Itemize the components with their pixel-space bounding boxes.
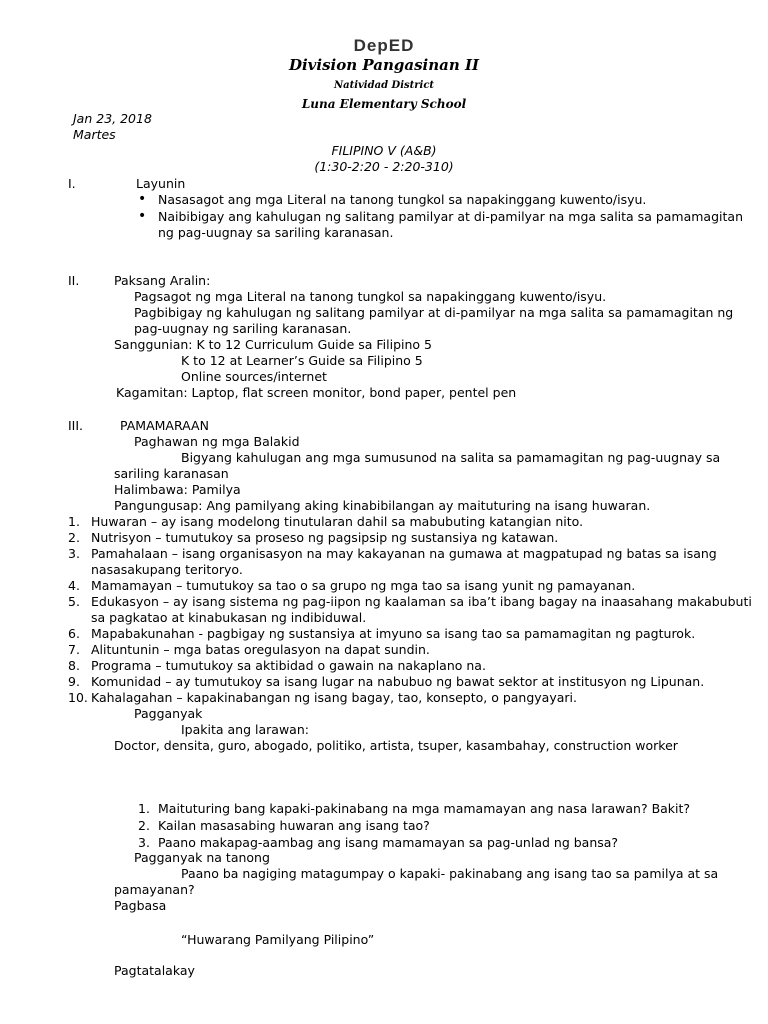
school-name: Luna Elementary School [301,97,467,111]
section-numeral: III. [68,418,84,433]
list-number: 7. [68,642,80,657]
list-text: Mapabakunahan - pagbigay ng sustansiya at imyuno sa isang tao sa pamamagitan ng pagturok. [91,626,696,641]
instruction-text: Ipakita ang larawan: [181,722,309,737]
reference-item: Online sources/internet [181,369,327,384]
list-text: Programa – tumutukoy sa aktibidad o gawain na nakaplano na. [91,658,486,673]
list-item [68,610,366,626]
deped-logo: DepED [353,36,415,55]
bullet-icon: • [138,191,147,207]
section-numeral: I. [68,176,76,191]
list-item [68,514,583,530]
list-text: Alituntunin – mga batas oregulasyon na dapat sundin. [91,642,430,657]
list-item [68,690,577,706]
topic-text: Pagbibigay ng kahulugan ng salitang pamilyar at di-pamilyar na mga salita sa pamamagitan ng [134,305,734,320]
motivation-question: Paano ba nagiging matagumpay o kapaki- pakinabang ang isang tao sa pamilya at sa [181,866,719,881]
subheading: Pagbasa [114,898,167,913]
list-item [68,674,704,690]
motivation-question: pamayanan? [114,882,195,897]
district-name: Natividad District [333,80,435,91]
list-item [68,578,635,594]
list-number: 9. [68,674,80,689]
day: Martes [73,127,116,142]
list-number: 8. [68,658,80,673]
question-text: Kailan masasabing huwaran ang isang tao? [158,818,430,833]
list-text: Komunidad – ay tumutukoy sa isang lugar na nabubuo ng bawat sektor at institusyon ng Lipunan. [91,674,705,689]
instruction-text: Bigyang kahulugan ang mga sumusunod na salita sa pamamagitan ng pag-uugnay sa [181,450,721,465]
list-number: 6. [68,626,80,641]
story-title: “Huwarang Pamilyang Pilipino” [181,932,375,947]
objective-text: Nasasagot ang mga Literal na tanong tungkol sa napakinggang kuwento/isyu. [158,192,647,207]
instruction-text: sariling karanasan [114,466,229,481]
section-numeral: II. [68,273,80,288]
example-sentence: Pangungusap: Ang pamilyang aking kinabibilangan ay maituturing na isang huwaran. [114,498,651,513]
question-number: 1. [138,801,150,816]
question-item [138,818,430,834]
list-item [68,562,243,578]
question-item [138,835,618,851]
objective-text: Naibibigay ang kahulugan ng salitang pamilyar at di-pamilyar na mga salita sa pamamagitan [158,209,743,224]
list-item [68,594,752,610]
bullet-icon: • [138,208,147,224]
list-text: Mamamayan – tumutukoy sa tao o sa grupo ng mga tao sa isang yunit ng pamayanan. [91,578,636,593]
reference-item: K to 12 at Learner’s Guide sa Filipino 5 [181,353,423,368]
subheading: Paghawan ng mga Balakid [134,434,300,449]
list-item [68,530,558,546]
time-range: (1:30-2:20 - 2:20-310) [314,159,454,174]
list-number: 1. [68,514,80,529]
list-number: 10. [68,690,88,705]
objective-text: ng pag-uugnay sa sariling karanasan. [158,225,394,240]
subheading: Pagganyak [134,706,203,721]
list-text: sa pagkatao at kinabukasan ng indibiduwal. [91,610,367,625]
section-heading: Paksang Aralin: [114,273,211,288]
subject-title: FILIPINO V (A&B) [331,143,437,158]
list-text: Nutrisyon – tumutukoy sa proseso ng pagsipsip ng sustansiya ng katawan. [91,530,559,545]
occupation-list: Doctor, densita, guro, abogado, politiko, artista, tsuper, kasambahay, construction worker [114,738,678,753]
subheading: Pagtatalakay [114,963,195,978]
question-item [138,801,690,817]
question-text: Maituturing bang kapaki-pakinabang na mga mamamayan ang nasa larawan? Bakit? [158,801,691,816]
subheading: Pagganyak na tanong [134,850,270,865]
section-heading: PAMAMARAAN [120,418,209,433]
list-number: 4. [68,578,80,593]
section-heading: Layunin [136,176,186,191]
materials: Kagamitan: Laptop, flat screen monitor, bond paper, pentel pen [116,385,517,400]
list-text: Kahalagahan – kapakinabangan ng isang bagay, tao, konsepto, o pangyayari. [91,690,577,705]
question-number: 3. [138,835,150,850]
references: Sanggunian: K to 12 Curriculum Guide sa Filipino 5 [114,337,432,352]
question-number: 2. [138,818,150,833]
list-item [68,642,430,658]
list-text: Edukasyon – ay isang sistema ng pag-iipon ng kaalaman sa iba’t ibang bagay na inaasahang makabubuti [91,594,752,609]
list-item [68,626,695,642]
list-item [68,658,486,674]
list-number: 2. [68,530,80,545]
topic-text: pag-uugnay ng sariling karanasan. [134,321,352,336]
list-text: Huwaran – ay isang modelong tinutularan dahil sa mabubuting katangian nito. [91,514,584,529]
question-text: Paano makapag-aambag ang isang mamamayan sa pag-unlad ng bansa? [158,835,619,850]
list-text: nasasakupang teritoryo. [91,562,243,577]
division-title: Division Pangasinan II [288,56,480,74]
list-number: 3. [68,546,80,561]
list-item [68,546,717,562]
list-number: 5. [68,594,80,609]
date: Jan 23, 2018 [73,111,152,126]
list-text: Pamahalaan – isang organisasyon na may kakayanan na gumawa at magpatupad ng batas sa isang [91,546,717,561]
example-text: Halimbawa: Pamilya [114,482,241,497]
topic-text: Pagsagot ng mga Literal na tanong tungkol sa napakinggang kuwento/isyu. [134,289,607,304]
